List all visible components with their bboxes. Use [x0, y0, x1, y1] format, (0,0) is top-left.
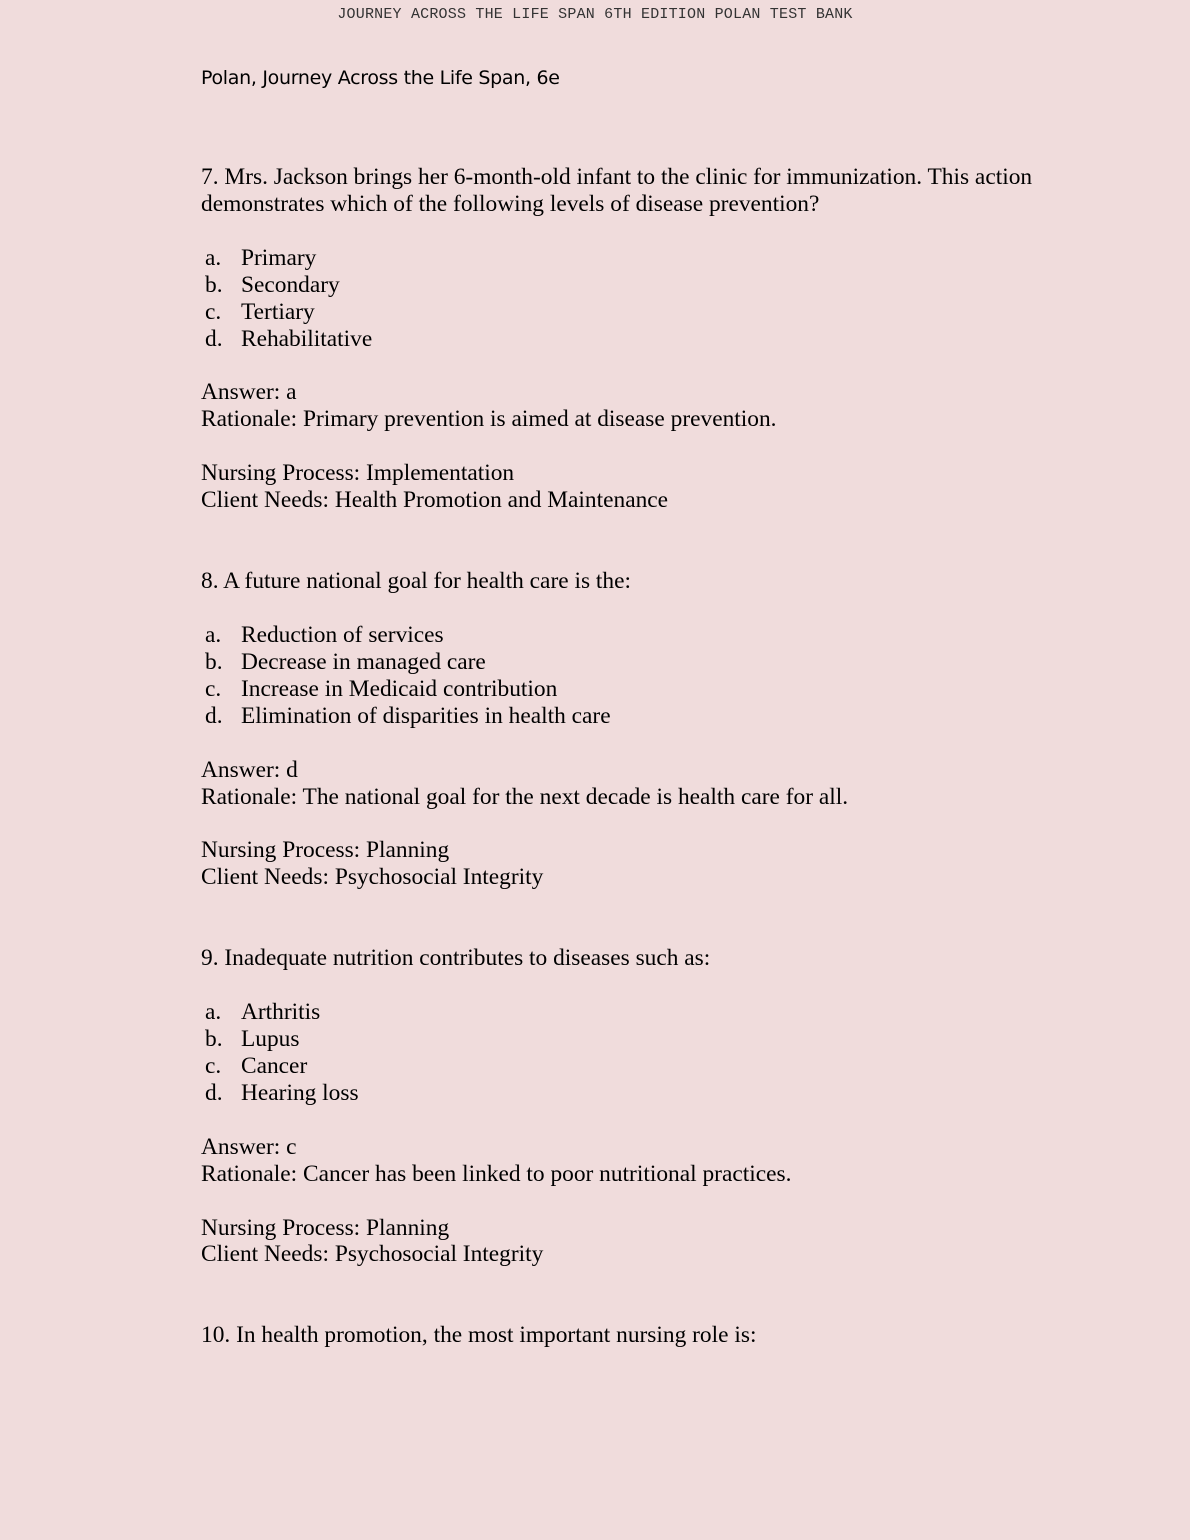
choice-list: [201, 245, 1061, 353]
choice-item: [201, 676, 1061, 703]
client-needs-text: Client Needs: Psychosocial Integrity: [201, 1241, 544, 1268]
choice-item: [201, 703, 1061, 730]
choice-letter: a.: [205, 244, 222, 271]
question-text: 7. Mrs. Jackson brings her 6-month-old infant to the clinic for immunization. This action demonstrates which of the following levels of disease prevention?: [201, 164, 1033, 217]
choice-letter: d.: [205, 1079, 223, 1106]
choice-text: Reduction of services: [241, 621, 444, 648]
choice-item: [201, 622, 1061, 649]
client-needs-text: Client Needs: Psychosocial Integrity: [201, 864, 544, 891]
choice-item: [201, 326, 1061, 353]
choice-item: [201, 299, 1061, 326]
answer-group: [201, 379, 1061, 433]
question-8: [201, 568, 1061, 891]
choice-letter: b.: [205, 648, 223, 675]
meta-group: [201, 460, 1061, 514]
question-10: [201, 1322, 1061, 1349]
choice-text: Arthritis: [241, 999, 321, 1026]
document-body: [201, 164, 1061, 1349]
choice-text: Rehabilitative: [241, 325, 373, 352]
question-text: 8. A future national goal for health care is the:: [201, 568, 631, 595]
question-7: [201, 164, 1061, 514]
rationale-text: Rationale: Primary prevention is aimed at disease prevention.: [201, 406, 777, 433]
answer-text: Answer: c: [201, 1133, 297, 1160]
nursing-process-text: Nursing Process: Planning: [201, 837, 450, 864]
rationale-text: Rationale: The national goal for the next decade is health care for all.: [201, 783, 849, 810]
running-header: JOURNEY ACROSS THE LIFE SPAN 6TH EDITION POLAN TEST BANK: [337, 6, 853, 23]
choice-letter: c.: [205, 675, 222, 702]
answer-text: Answer: a: [201, 379, 297, 406]
section-spacer: [201, 891, 1061, 945]
answer-text: Answer: d: [201, 756, 298, 783]
choice-letter: b.: [205, 271, 223, 298]
section-spacer: [201, 514, 1061, 568]
choice-item: [201, 272, 1061, 299]
question-9: [201, 945, 1061, 1268]
choice-text: Tertiary: [241, 298, 315, 325]
choice-item: [201, 999, 1061, 1026]
choice-text: Cancer: [241, 1052, 308, 1079]
choice-letter: a.: [205, 999, 222, 1026]
choice-item: [201, 649, 1061, 676]
choice-text: Elimination of disparities in health care: [241, 702, 611, 729]
choice-item: [201, 1026, 1061, 1053]
nursing-process-text: Nursing Process: Planning: [201, 1214, 450, 1241]
nursing-process-text: Nursing Process: Implementation: [201, 460, 515, 487]
choice-item: [201, 1053, 1061, 1080]
answer-group: [201, 1134, 1061, 1188]
page-title: Polan, Journey Across the Life Span, 6e: [201, 67, 560, 89]
choice-letter: c.: [205, 298, 222, 325]
choice-item: [201, 1080, 1061, 1107]
question-text: 10. In health promotion, the most important nursing role is:: [201, 1322, 757, 1349]
answer-group: [201, 757, 1061, 811]
choice-text: Increase in Medicaid contribution: [241, 675, 558, 702]
rationale-text: Rationale: Cancer has been linked to poor nutritional practices.: [201, 1160, 792, 1187]
choice-text: Primary: [241, 244, 317, 271]
choice-text: Decrease in managed care: [241, 648, 486, 675]
choice-letter: d.: [205, 325, 223, 352]
question-text: 9. Inadequate nutrition contributes to diseases such as:: [201, 945, 711, 972]
choice-item: [201, 245, 1061, 272]
choice-list: [201, 999, 1061, 1107]
choice-text: Hearing loss: [241, 1079, 359, 1106]
choice-list: [201, 622, 1061, 730]
choice-text: Secondary: [241, 271, 340, 298]
client-needs-text: Client Needs: Health Promotion and Maintenance: [201, 487, 669, 514]
section-spacer: [201, 1268, 1061, 1322]
choice-letter: d.: [205, 702, 223, 729]
meta-group: [201, 1215, 1061, 1269]
meta-group: [201, 837, 1061, 891]
choice-letter: a.: [205, 621, 222, 648]
choice-letter: b.: [205, 1026, 223, 1053]
choice-text: Lupus: [241, 1026, 300, 1053]
choice-letter: c.: [205, 1052, 222, 1079]
